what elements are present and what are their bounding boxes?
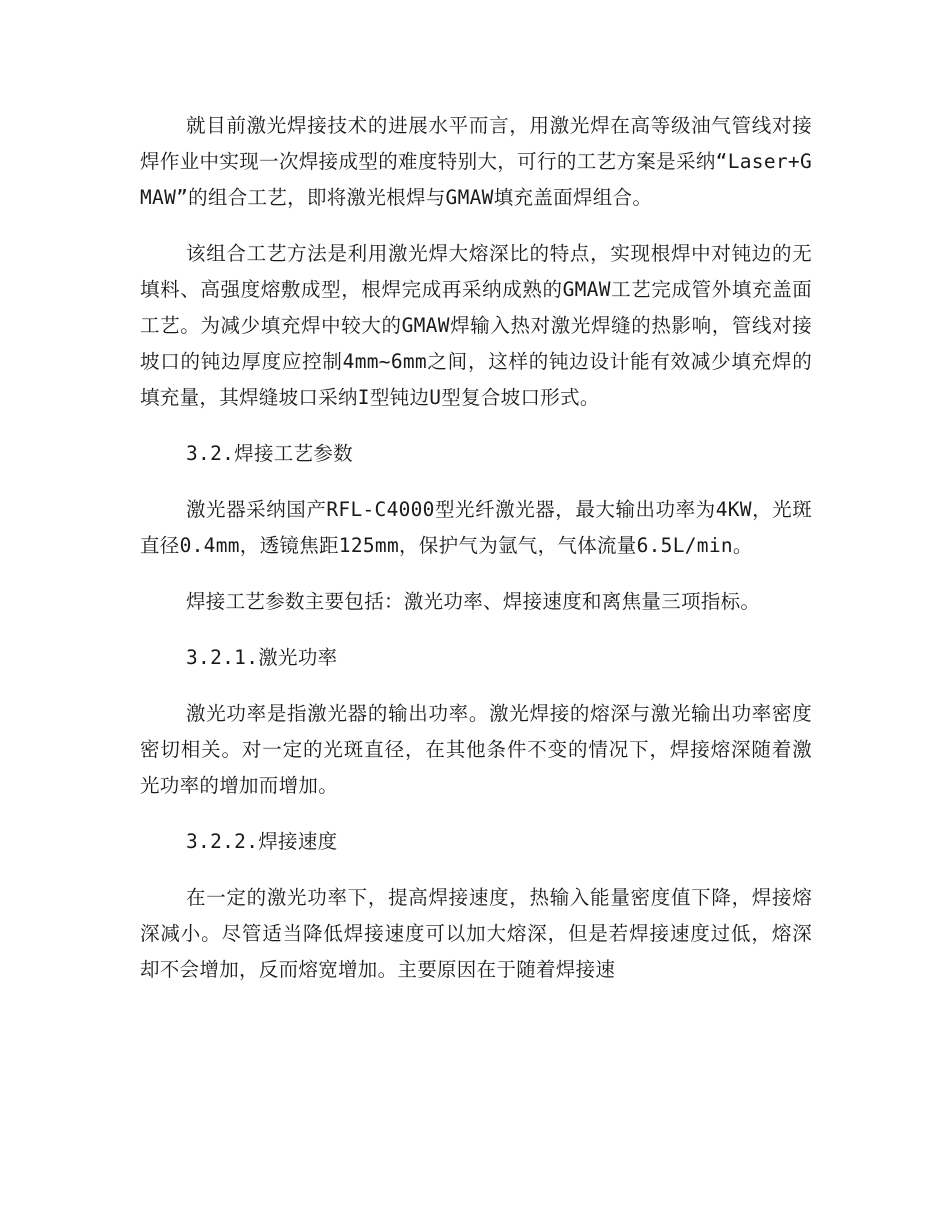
paragraph-laser-power: 激光功率是指激光器的输出功率。激光焊接的熔深与激光输出功率密度密切相关。对一定的光斑直径，在其他条件不变的情况下，焊接熔深随着激光功率的增加而增加。 [140, 702, 812, 797]
paragraph-combined-process: 该组合工艺方法是利用激光焊大熔深比的特点，实现根焊中对钝边的无填料、高强度熔敷成型，根焊完成再采纳成熟的GMAW工艺完成管外填充盖面工艺。为减少填充焊中较大的GMAW焊输入热对激光焊缝的热影响，管线对接坡口的钝边厚度应控制4mm~6mm之间，这样的钝边设计能有效减少填充焊的填充量，其焊缝坡口采纳I型钝边U型复合坡口形式。 [140, 242, 812, 409]
section-heading-welding-speed: 3.2.2.焊接速度 [186, 830, 338, 853]
paragraph-laser-equipment: 激光器采纳国产RFL-C4000型光纤激光器，最大输出功率为4KW，光斑直径0.4mm，透镜焦距125mm，保护气为氩气，气体流量6.5L/min。 [140, 498, 812, 557]
paragraph-welding-speed: 在一定的激光功率下，提高焊接速度，热输入能量密度值下降，焊接熔深减小。尽管适当降低焊接速度可以加大熔深，但是若焊接速度过低，熔深却不会增加，反而熔宽增加。主要原因在于随着焊接速 [140, 886, 812, 981]
document-body [140, 108, 812, 1008]
section-heading-laser-power: 3.2.1.激光功率 [186, 646, 338, 669]
paragraph-laser-gmaw-intro: 就目前激光焊接技术的进展水平而言，用激光焊在高等级油气管线对接焊作业中实现一次焊接成型的难度特别大，可行的工艺方案是采纳“Laser+GMAW”的组合工艺，即将激光根焊与GMAW填充盖面焊组合。 [140, 114, 812, 209]
paragraph-parameter-list: 焊接工艺参数主要包括：激光功率、焊接速度和离焦量三项指标。 [186, 590, 761, 613]
section-heading-welding-parameters: 3.2.焊接工艺参数 [186, 442, 353, 465]
